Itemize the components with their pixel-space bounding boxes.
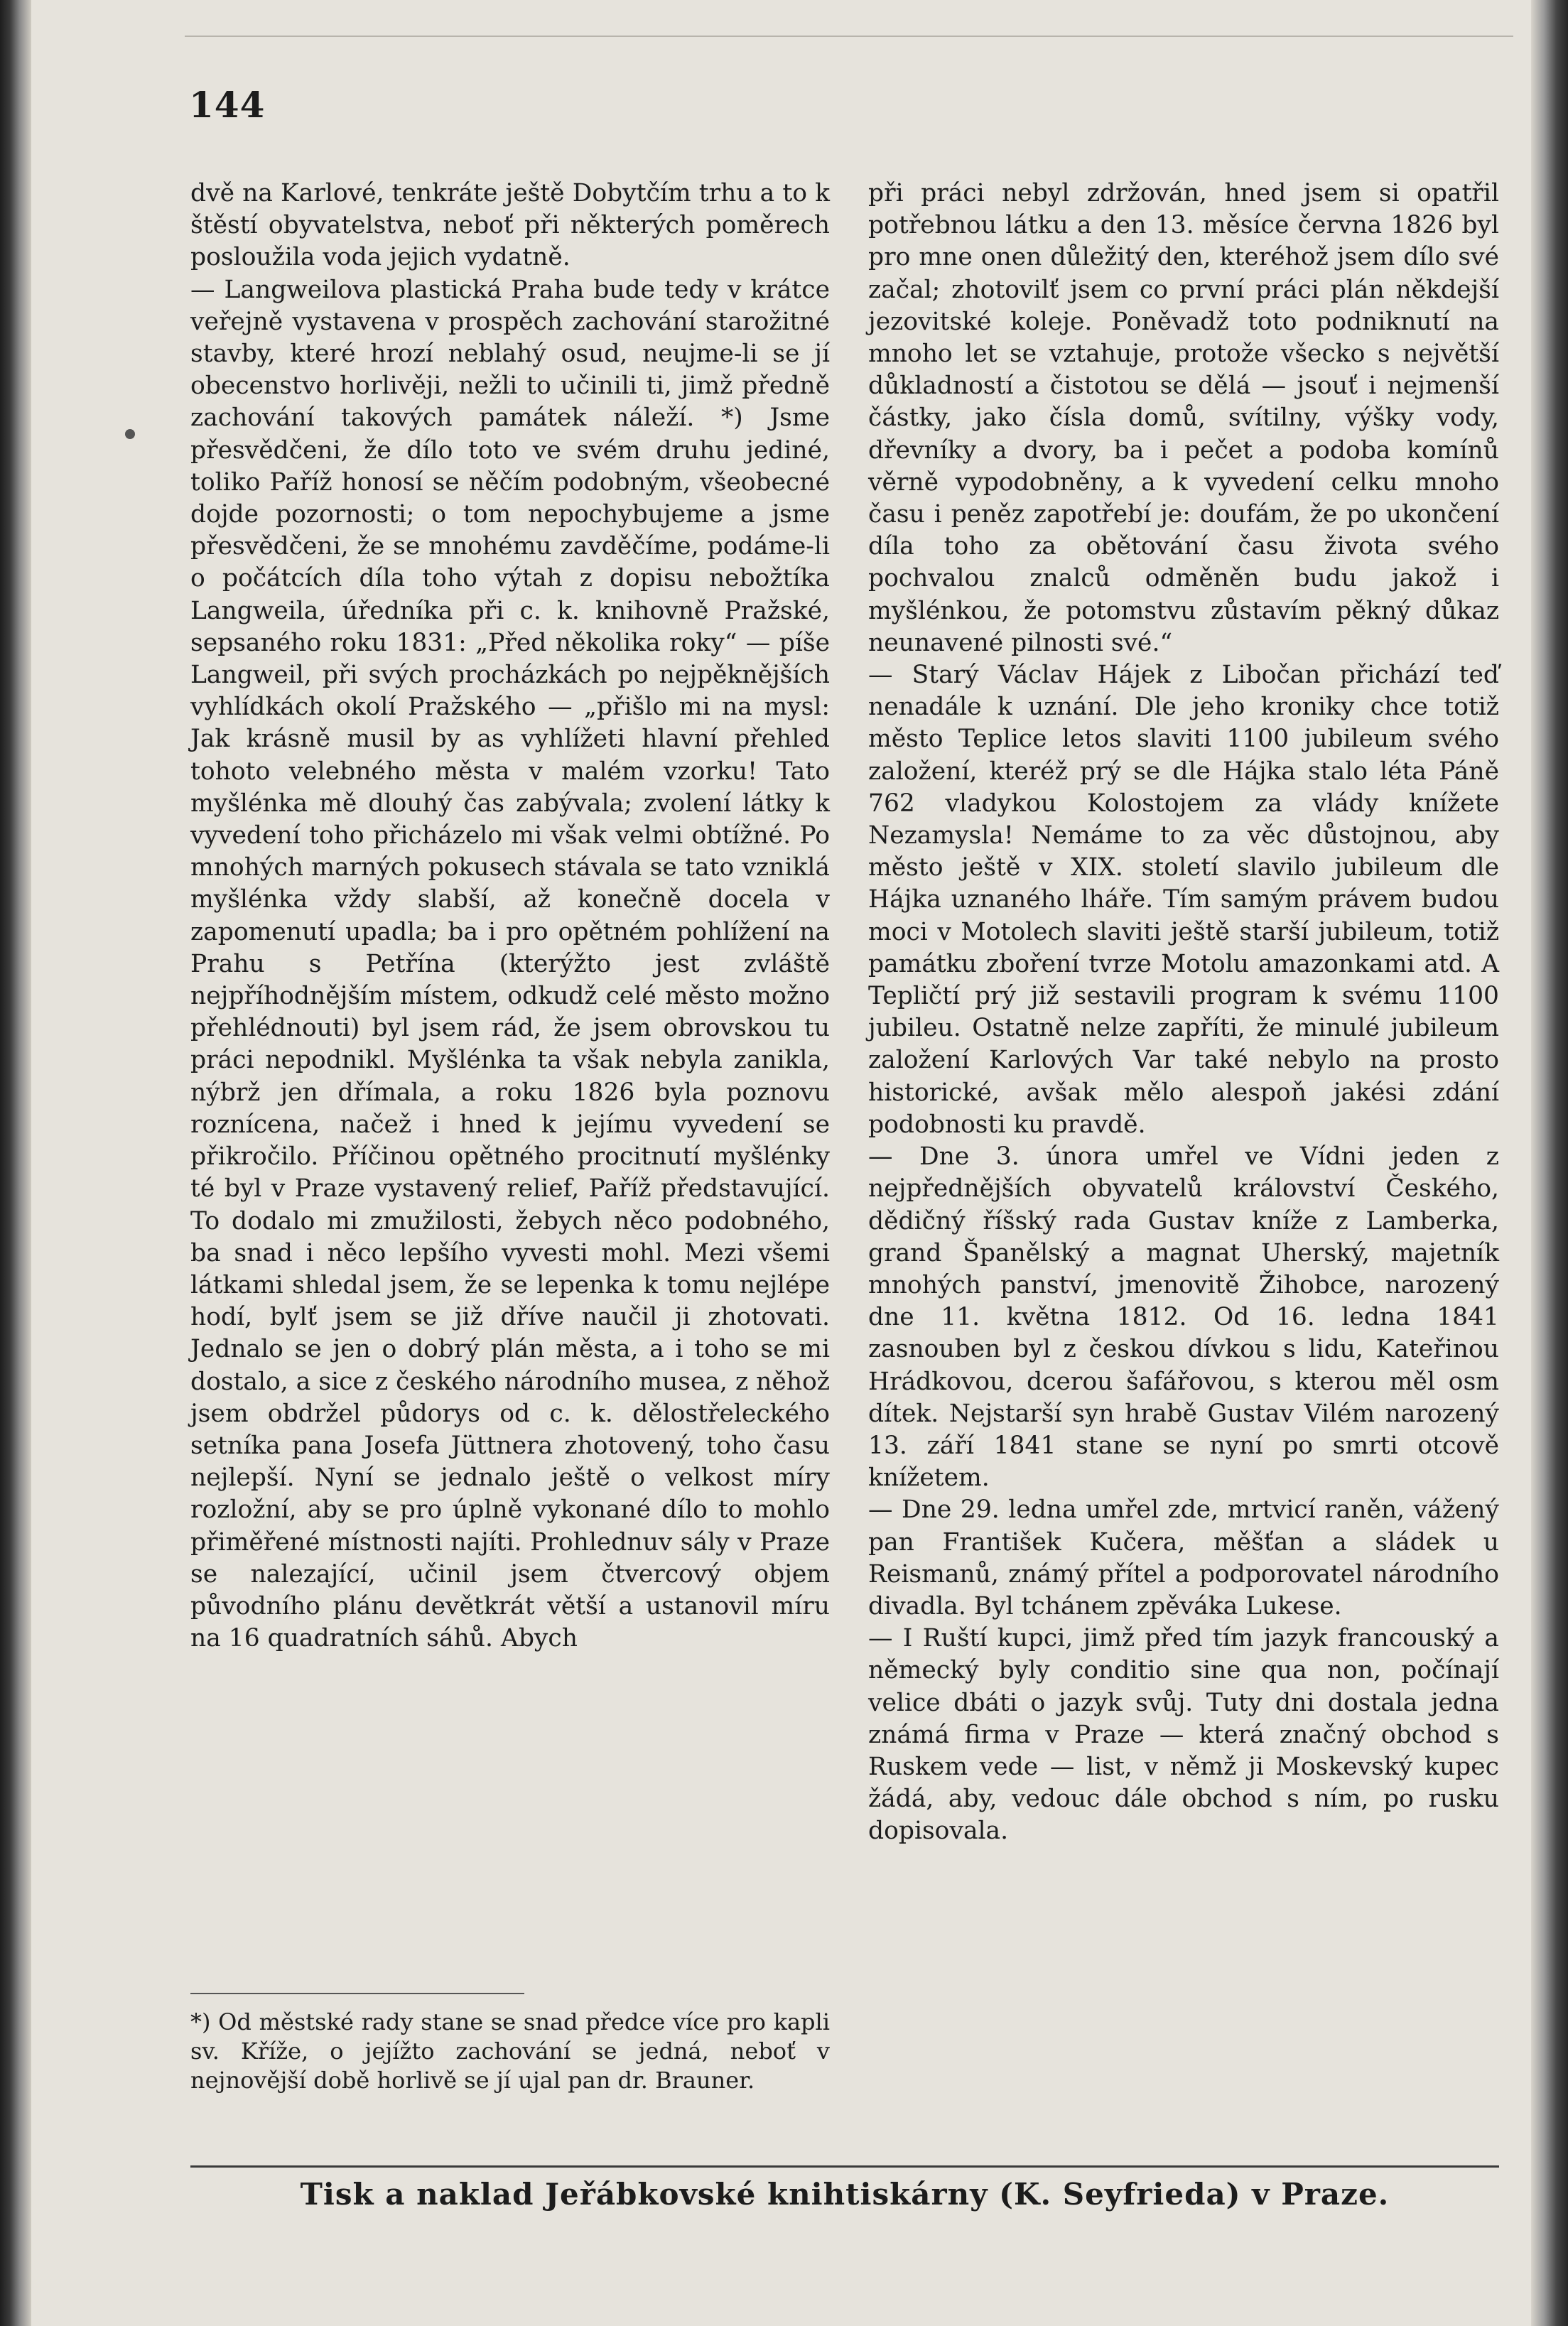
paragraph: — Dne 29. ledna umřel zde, mrtvicí raněn, vážený pan František Kučera, měšťan a sládek u Reismanů, známý přítel a podporovatel národního divadla. Byl tchánem zpěváka Lukese.: [868, 1495, 1499, 1621]
footnote: *) Od městské rady stane se snad předce více pro kapli sv. Kříže, o jejížto zachování se jedná, neboť v nejnovější době horlivě se jí ujal pan dr. Brauner.: [190, 2008, 830, 2094]
left-column: [190, 178, 830, 1655]
ink-speck: [125, 429, 135, 439]
paragraph: — Langweilova plastická Praha bude tedy v krátce veřejně vystavena v prospěch zachování starožitné stavby, které hrozí neblahý osud, neujme-li se jí obecenstvo horlivěji, nežli to učinili ti, jimž předně zachování takových památek náleží. *) Jsme přesvědčeni, že dílo toto ve svém druhu jediné, toliko Paříž honosí se něčím podobným, všeobecné dojde pozornosti; o tom nepochybujeme a jsme přesvědčeni, že se mnohému zavděčíme, podáme-li o počátcích díla toho výtah z dopisu nebožtíka Langweila, úředníka při c. k. knihovně Pražské, sepsaného roku 1831: „Před několika roky“ — píše Langweil, při svých procházkách po nejpěknějších vyhlídkách okolí Pražského — „přišlo mi na mysl: Jak krásně musil by as vyhlížeti hlavní přehled tohoto velebného města v malém vzorku! Tato myšlénka mě dlouhý čas zabývala; zvolení látky k vyvedení toho přicházelo mi však velmi obtížné. Po mnohých marných pokusech stávala se tato vzniklá myšlénka vždy slabší, až konečně docela v zapomenutí upadla; ba i pro opětném pohlížení na Prahu s Petřína (kterýžto jest zvláště nejpříhodnějším místem, odkudž celé město možno přehlédnouti) byl jsem rád, že jsem obrovskou tu práci nepodnikl. Myšlénka ta však nebyla zanikla, nýbrž jen dřímala, a roku 1826 byla poznovu roznícena, načež i hned k jejímu vyvedení se přikročilo. Příčinou opětného procitnutí myšlénky té byl v Praze vystavený relief, Paříž představující. To dodalo mi zmužilosti, žebych něco podobného, ba snad i něco lepšího vyvesti mohl. Mezi všemi látkami shledal jsem, že se lepenka k tomu nejlépe hodí, bylť jsem se již dříve naučil ji zhotovati. Jednalo se jen o dobrý plán města, a i toho se mi dostalo, a sice z českého národního musea, z něhož jsem obdržel půdorys od c. k. dělostřeleckého setníka pana Josefa Jüttnera zhotovený, toho času nejlepší. Nyní se jednalo ještě o velkost míry rozložní, aby se pro úplně vykonané dílo to mohlo přiměřené místnosti najíti. Prohlednuv sály v Praze se nalezající, učinil jsem čtvercový objem původního plánu devětkrát větší a ustanovil míru na 16 quadratních sáhů. Abych: [190, 275, 830, 1653]
footer-rule: [190, 2165, 1499, 2168]
scan-edge-left: [0, 0, 31, 2326]
printer-imprint: Tisk a naklad Jeřábkovské knihtiskárny (K. Seyfrieda) v Praze.: [300, 2177, 1390, 2212]
page-number: 144: [189, 84, 266, 126]
right-column: [868, 178, 1499, 1848]
footnote-rule: [190, 1993, 524, 1994]
paragraph: při práci nebyl zdržován, hned jsem si opatřil potřebnou látku a den 13. měsíce června 1826 byl pro mne onen důležitý den, kteréhož jsem dílo své začal; zhotovilť jsem co první práci plán někdejší jezovitské koleje. Poněvadž toto podniknutí na mnoho let se vztahuje, protože všecko s největší důkladností a čistotou se dělá — jsouť i nejmenší částky, jako čísla domů, svítilny, výšky vody, dřevníky a dvory, ba i pečet a podoba komínů věrně vypodobněny, a k vyvedení celku mnoho času i peněz zapotřebí je: doufám, že po ukončení díla toho za obětování času života svého pochvalou znalců odměněn budu jakož i myšlénkou, že potomstvu zůstavím pěkný důkaz neunavené pilnosti své.“: [868, 179, 1499, 657]
scan-edge-right: [1531, 0, 1568, 2326]
top-rule: [185, 36, 1513, 37]
paragraph: — Starý Václav Hájek z Libočan přichází teď nenadále k uznání. Dle jeho kroniky chce totiž město Teplice letos slaviti 1100 jubileum svého založení, kteréž prý se dle Hájka stalo léta Páně 762 vladykou Kolostojem za vlády knížete Nezamysla! Nemáme to za věc důstojnou, aby město ještě v XIX. století slavilo jubileum dle Hájka uznaného lháře. Tím samým právem budou moci v Motolech slaviti ještě starší jubileum, totiž památku zboření tvrze Motolu amazonkami atd. A Tepličtí prý již sestavili program k svému 1100 jubileu. Ostatně nelze zapříti, že minulé jubileum založení Karlových Var také nebylo na prosto historické, avšak mělo alespoň jakési zdání podobnosti ku pravdě.: [868, 661, 1499, 1139]
paragraph: dvě na Karlové, tenkráte ještě Dobytčím trhu a to k štěstí obyvatelstva, neboť při některých poměrech posloužila voda jejich vydatně.: [190, 179, 830, 272]
paragraph: — I Ruští kupci, jimž před tím jazyk francouský a německý byly conditio sine qua non, počínají velice dbáti o jazyk svůj. Tuty dni dostala jedna známá firma v Praze — která značný obchod s Ruskem vede — list, v němž ji Moskevský kupec žádá, aby, vedouc dále obchod s ním, po rusku dopisovala.: [868, 1624, 1499, 1846]
paragraph: — Dne 3. února umřel ve Vídni jeden z nejpřednějších obyvatelů království Českého, dědičný říšský rada Gustav kníže z Lamberka, grand Španělský a magnat Uherský, majetník mnohých panství, jmenovitě Žihobce, narozený dne 11. května 1812. Od 16. ledna 1841 zasnouben byl z českou dívkou s lidu, Kateřinou Hrádkovou, dcerou šafářovou, s kterou měl osm dítek. Nejstarší syn hrabě Gustav Vilém narozený 13. září 1841 stane se nyní po smrti otcově knížetem.: [868, 1142, 1499, 1493]
